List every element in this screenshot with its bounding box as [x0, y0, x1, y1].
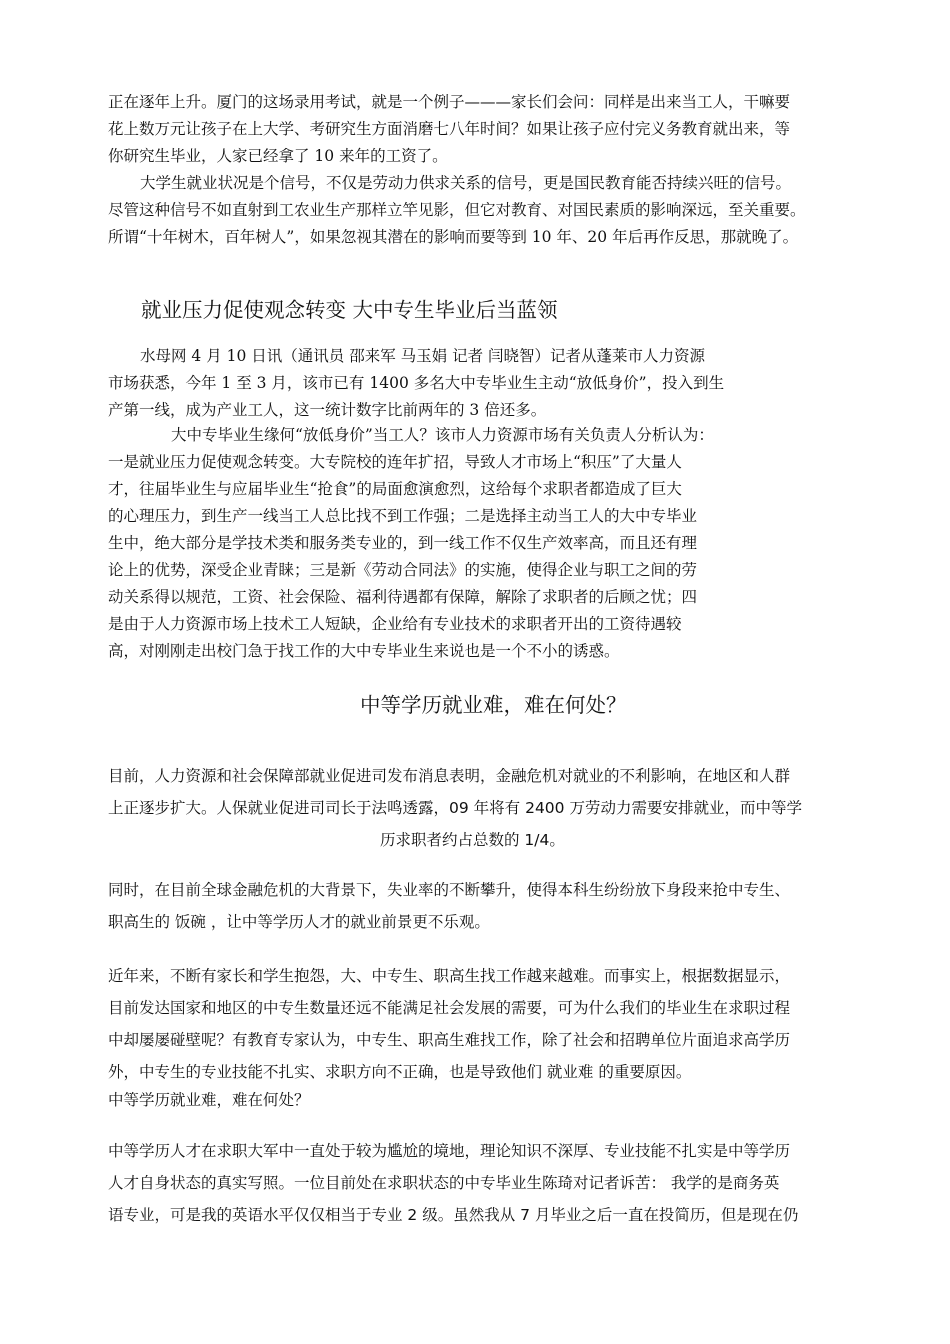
text-line: 你研究生毕业，人家已经拿了 10 来年的工资了。: [108, 147, 448, 165]
text-line: 动关系得以规范，工资、社会保险、福利待遇都有保障，解除了求职者的后顾之忧；四: [108, 588, 698, 606]
text-line: 语专业，可是我的英语水平仅仅相当于专业 2 级。虽然我从 7 月毕业之后一直在投简历，但是现在仍: [108, 1206, 799, 1224]
text-line: 同时，在目前全球金融危机的大背景下，失业率的不断攀升，使得本科生纷纷放下身段来抢中专生、: [108, 881, 791, 899]
text-line: 外，中专生的专业技能不扎实、求职方向不正确，也是导致他们 就业难 的重要原因。: [108, 1063, 692, 1081]
text-line: 产第一线，成为产业工人，这一统计数字比前两年的 3 倍还多。: [108, 401, 547, 419]
text-line: 目前发达国家和地区的中专生数量还远不能满足社会发展的需要，可为什么我们的毕业生在求职过程: [108, 999, 791, 1017]
text-line: 上正逐步扩大。人保就业促进司司长于法鸣透露，09 年将有 2400 万劳动力需要安排就业，而中等学: [108, 799, 802, 817]
text-line: 才，往届毕业生与应届毕业生“抢食”的局面愈演愈烈，这给每个求职者都造成了巨大: [108, 480, 682, 498]
text-line: 职高生的 饭碗 ，让中等学历人才的就业前景更不乐观。: [108, 913, 490, 931]
text-line: 高，对刚刚走出校门急于找工作的大中专毕业生来说也是一个不小的诱惑。: [108, 642, 620, 660]
text-line: 的心理压力，到生产一线当工人总比找不到工作强；二是选择主动当工人的大中专毕业: [108, 507, 698, 525]
text-line: 历求职者约占总数的 1/4。: [380, 831, 565, 849]
text-line: 正在逐年上升。厦门的这场录用考试，就是一个例子———家长们会问：同样是出来当工人，干嘛要: [108, 93, 791, 111]
text-line: 市场获悉，今年 1 至 3 月，该市已有 1400 多名大中专毕业生主动“放低身价”，投入到生: [108, 374, 725, 392]
text-line: 近年来，不断有家长和学生抱怨，大、中专生、职高生找工作越来越难。而事实上，根据数据显示，: [108, 967, 791, 985]
text-line: 中等学历人才在求职大军中一直处于较为尴尬的境地，理论知识不深厚、专业技能不扎实是中等学历: [108, 1142, 791, 1160]
article-title: 中等学历就业难，难在何处？: [360, 693, 627, 717]
text-line: 中等学历就业难，难在何处？: [108, 1091, 310, 1109]
text-line: 大中专毕业生缘何“放低身价”当工人？该市人力资源市场有关负责人分析认为：: [171, 426, 714, 444]
text-line: 一是就业压力促使观念转变。大专院校的连年扩招，导致人才市场上“积压”了大量人: [108, 453, 682, 471]
article-title: 就业压力促使观念转变 大中专生毕业后当蓝领: [141, 298, 558, 322]
text-line: 所谓“十年树木，百年树人”，如果忽视其潜在的影响而要等到 10 年、20 年后再作反思，那就晚了。: [108, 228, 799, 246]
text-line: 目前，人力资源和社会保障部就业促进司发布消息表明，金融危机对就业的不利影响，在地区和人群: [108, 767, 791, 785]
text-line: 中却屡屡碰壁呢？有教育专家认为，中专生、职高生难找工作，除了社会和招聘单位片面追求高学历: [108, 1031, 791, 1049]
text-line: 是由于人力资源市场上技术工人短缺，企业给有专业技术的求职者开出的工资待遇较: [108, 615, 682, 633]
text-line: 大学生就业状况是个信号，不仅是劳动力供求关系的信号，更是国民教育能否持续兴旺的信号。: [140, 174, 792, 192]
text-line: 尽管这种信号不如直射到工农业生产那样立竿见影，但它对教育、对国民素质的影响深远，至关重要。: [108, 201, 806, 219]
text-line: 人才自身状态的真实写照。一位目前处在求职状态的中专毕业生陈琦对记者诉苦： 我学的是商务英: [108, 1174, 780, 1192]
text-line: 水母网 4 月 10 日讯（通讯员 邵来军 马玉娟 记者 闫晓智）记者从蓬莱市人力资源: [140, 347, 706, 365]
text-line: 生中，绝大部分是学技术类和服务类专业的，到一线工作不仅生产效率高，而且还有理: [108, 534, 698, 552]
text-line: 论上的优势，深受企业青睐；三是新《劳动合同法》的实施，使得企业与职工之间的劳: [108, 561, 698, 579]
text-line: 花上数万元让孩子在上大学、考研究生方面消磨七八年时间？如果让孩子应付完义务教育就出来，等: [108, 120, 791, 138]
